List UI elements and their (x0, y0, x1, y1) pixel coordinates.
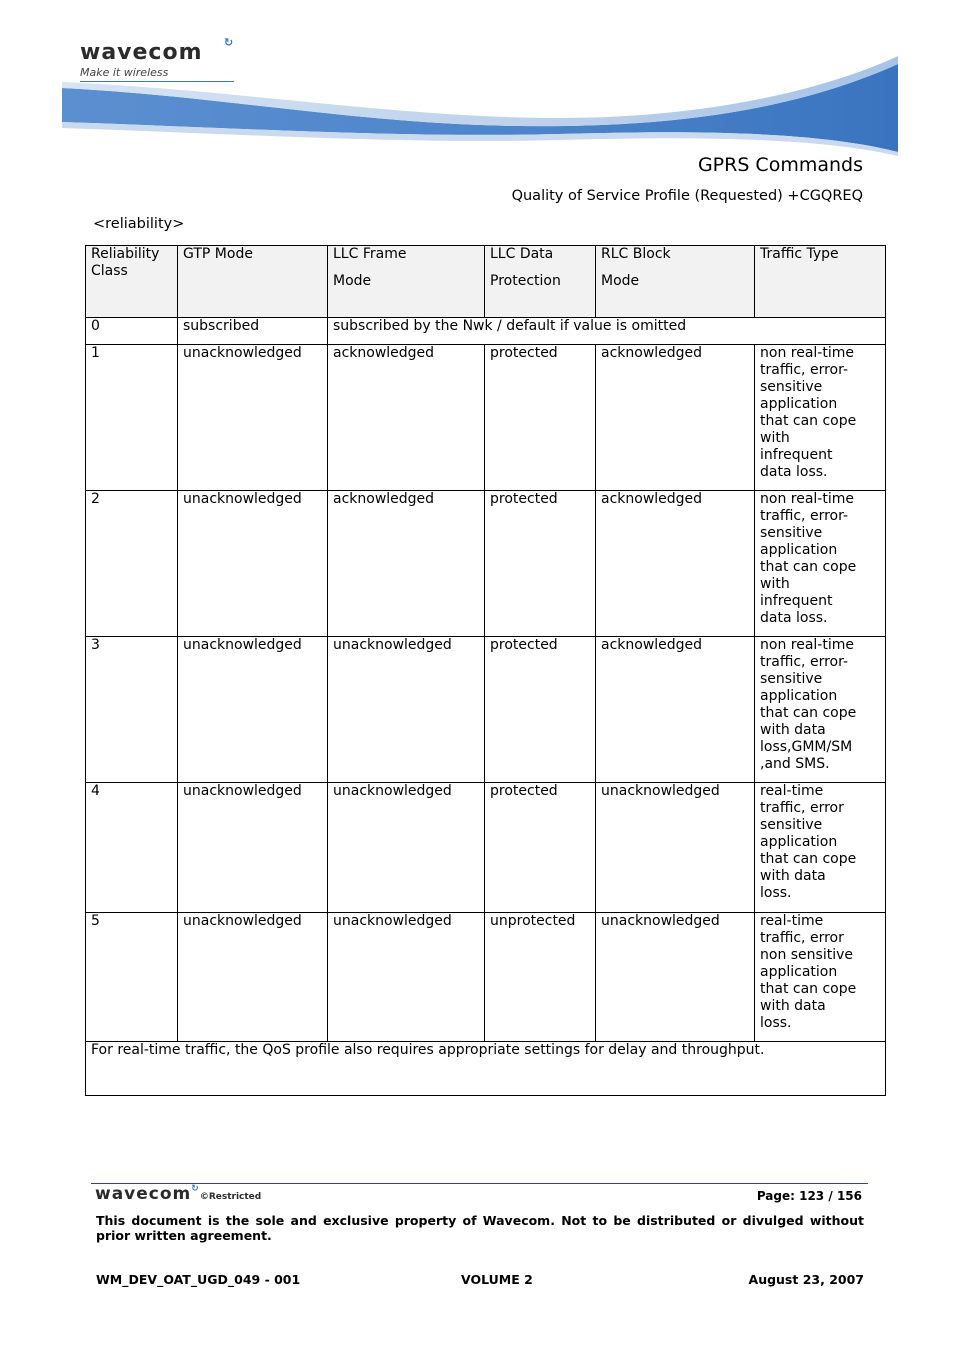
logo-tagline: Make it wireless (80, 66, 234, 82)
cell-gtp-mode: unacknowledged (178, 637, 328, 783)
traffic-type-line: data loss. (760, 464, 828, 480)
cell-class: 5 (86, 913, 178, 1042)
cell-llc-frame-mode: acknowledged (328, 345, 485, 491)
cell-llc-frame-mode: unacknowledged (328, 783, 485, 913)
traffic-type-line: sensitive (760, 671, 823, 687)
cell-llc-data-protection: protected (485, 345, 596, 491)
traffic-type-line: application (760, 834, 838, 850)
parameter-label: <reliability> (93, 216, 185, 232)
header-traffic-type: Traffic Type (755, 246, 886, 318)
cell-llc-frame-mode: unacknowledged (328, 637, 485, 783)
table-note-row (86, 1042, 886, 1096)
traffic-type-line: loss. (760, 1015, 792, 1031)
traffic-type-line: application (760, 396, 838, 412)
traffic-type-line: that can cope (760, 559, 857, 575)
traffic-type-line: non real-time (760, 491, 854, 507)
cell-class: 0 (86, 318, 178, 345)
header-gtp-mode: GTP Mode (178, 246, 328, 318)
traffic-type-line: real-time (760, 783, 824, 799)
page-total: 156 (836, 1189, 862, 1203)
reliability-table (85, 245, 886, 1096)
cell-llc-frame-mode: acknowledged (328, 491, 485, 637)
cell-traffic-type (755, 783, 886, 913)
table-row (86, 491, 886, 637)
logo-wordmark: wavecom (80, 40, 203, 65)
cell-rlc-block-mode: unacknowledged (596, 913, 755, 1042)
cell-llc-data-protection: protected (485, 637, 596, 783)
traffic-type-line: with (760, 576, 790, 592)
cell-gtp-mode: unacknowledged (178, 913, 328, 1042)
traffic-type-line: traffic, error- (760, 508, 849, 524)
cell-llc-data-protection: unprotected (485, 913, 596, 1042)
header-rlc-block-mode: RLC Block Mode (596, 246, 755, 318)
traffic-type-line: data loss. (760, 610, 828, 626)
traffic-type-line: traffic, error (760, 800, 844, 816)
cell-class: 3 (86, 637, 178, 783)
traffic-type-line: with data (760, 868, 826, 884)
cell-traffic-type (755, 345, 886, 491)
cell-gtp-mode: subscribed (178, 318, 328, 345)
doc-reference: WM_DEV_OAT_UGD_049 - 001 (96, 1272, 301, 1287)
footer-logo-wordmark: wavecom (95, 1184, 192, 1204)
header-llc-data-protection: LLC Data Protection (485, 246, 596, 318)
traffic-type-line: application (760, 964, 838, 980)
cell-traffic-type (755, 491, 886, 637)
logo-swirl-icon: ↻ (224, 36, 234, 49)
traffic-type-line: sensitive (760, 525, 823, 541)
page-current: 123 (799, 1189, 825, 1203)
header-llc-frame-mode: LLC Frame Mode (328, 246, 485, 318)
traffic-type-line: ,and SMS. (760, 756, 830, 772)
footer-logo (95, 1184, 261, 1204)
traffic-type-line: application (760, 688, 838, 704)
footer-restricted: ©Restricted (199, 1192, 262, 1202)
traffic-type-line: that can cope (760, 981, 857, 997)
wavecom-logo (80, 36, 234, 82)
table-note: For real-time traffic, the QoS profile also requires appropriate settings for delay and throughput. (86, 1042, 886, 1096)
traffic-type-line: that can cope (760, 851, 857, 867)
footer-page-number: Page: 123 / 156 (756, 1189, 862, 1203)
cell-rlc-block-mode: acknowledged (596, 491, 755, 637)
footer-logo-swirl-icon: ↻ (191, 1184, 200, 1194)
traffic-type-line: sensitive (760, 379, 823, 395)
cell-llc-data-protection: protected (485, 491, 596, 637)
traffic-type-line: infrequent (760, 447, 833, 463)
table-row (86, 913, 886, 1042)
cell-rlc-block-mode: acknowledged (596, 637, 755, 783)
traffic-type-line: infrequent (760, 593, 833, 609)
cell-class: 4 (86, 783, 178, 913)
traffic-type-line: with (760, 430, 790, 446)
footer-notice: This document is the sole and exclusive property of Wavecom. Not to be distributed or divulged without prior written agreement. (96, 1213, 864, 1243)
cell-llc-data-protection: protected (485, 783, 596, 913)
header-reliability-class: Reliability Class (86, 246, 178, 318)
traffic-type-line: with data (760, 998, 826, 1014)
cell-traffic-type (755, 913, 886, 1042)
traffic-type-line: non sensitive (760, 947, 854, 963)
traffic-type-line: loss,GMM/SM (760, 739, 853, 755)
traffic-type-line: traffic, error- (760, 362, 849, 378)
cell-subscribed-note: subscribed by the Nwk / default if value is omitted (328, 318, 886, 345)
traffic-type-line: non real-time (760, 637, 854, 653)
cell-gtp-mode: unacknowledged (178, 491, 328, 637)
traffic-type-line: real-time (760, 913, 824, 929)
table-row (86, 345, 886, 491)
traffic-type-line: traffic, error (760, 930, 844, 946)
section-title: GPRS Commands (697, 154, 863, 176)
cell-gtp-mode: unacknowledged (178, 345, 328, 491)
traffic-type-line: non real-time (760, 345, 854, 361)
cell-rlc-block-mode: acknowledged (596, 345, 755, 491)
cell-rlc-block-mode: unacknowledged (596, 783, 755, 913)
table-row (86, 318, 886, 345)
doc-date: August 23, 2007 (748, 1272, 864, 1287)
cell-gtp-mode: unacknowledged (178, 783, 328, 913)
table-row (86, 637, 886, 783)
traffic-type-line: with data (760, 722, 826, 738)
traffic-type-line: that can cope (760, 705, 857, 721)
volume-label: VOLUME 2 (461, 1272, 533, 1287)
traffic-type-line: loss. (760, 885, 792, 901)
cell-class: 1 (86, 345, 178, 491)
table-row (86, 783, 886, 913)
cell-llc-frame-mode: unacknowledged (328, 913, 485, 1042)
subsection-title: Quality of Service Profile (Requested) +CGQREQ (511, 188, 863, 204)
traffic-type-line: application (760, 542, 838, 558)
table-header-row (86, 246, 886, 318)
cell-traffic-type (755, 637, 886, 783)
cell-class: 2 (86, 491, 178, 637)
traffic-type-line: traffic, error- (760, 654, 849, 670)
traffic-type-line: sensitive (760, 817, 823, 833)
traffic-type-line: that can cope (760, 413, 857, 429)
